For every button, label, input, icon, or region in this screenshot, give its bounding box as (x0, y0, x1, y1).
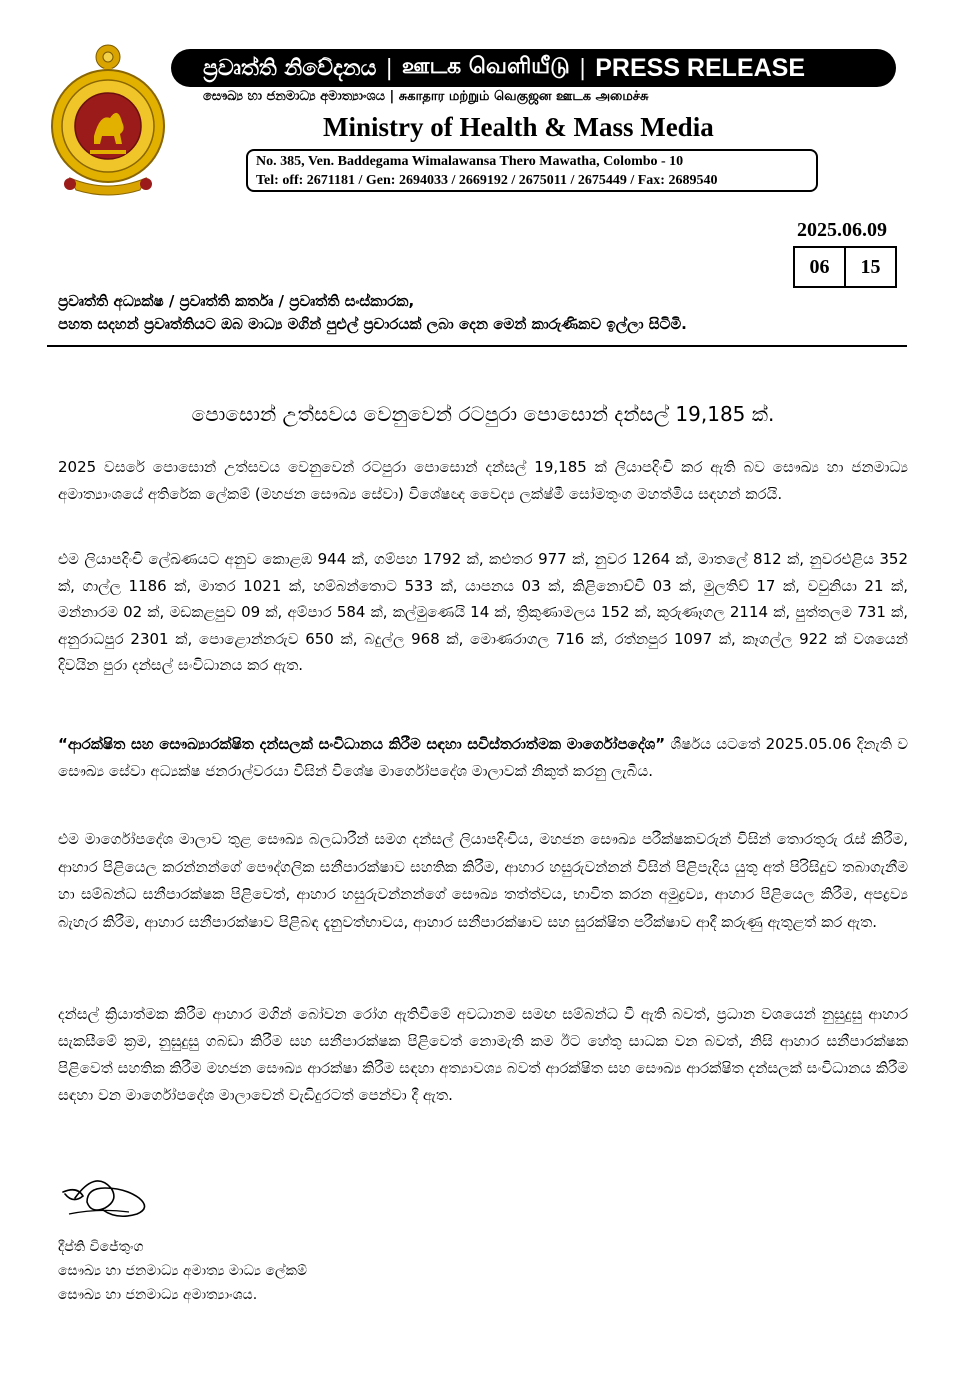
addressee-line-1: ප්‍රවෘත්ති අධ්‍යක්ෂ / ප්‍රවෘත්ති කර්තෘ / ප්‍රවෘත්ති සංස්කාරක, (58, 292, 415, 310)
banner-english: PRESS RELEASE (595, 53, 806, 82)
paragraph-3-text: ශීර්ෂය යටතේ 2025.05.06 දිනැති ව සෞඛ්‍ය සේවා අධ්‍යක්ෂ ජනරාල්වරයා විසින් විශේෂ මාර්ගෝපදේශ මාලාවක් නිකුත් කරනු ලැබීය. (58, 735, 908, 780)
banner-sinhala: ප්‍රවෘත්ති නිවේදනය (203, 55, 377, 81)
paragraph-3 (58, 731, 908, 784)
ministry-name: Ministry of Health & Mass Media (323, 112, 714, 142)
paragraph-5: දන්සල් ක්‍රියාත්මක කිරීම ආහාර මගින් බෝවන රෝග ඇතිවීමේ අවධානම සමඟ සම්බන්ධ වී ඇති බවත්, ප්‍රධාන වශයෙන් නුසුදුසු ආහාර සැකසීමේ ක්‍රම, නුසුදුසු ගබඩා කිරීම සහ සනීපාරක්ෂක පිළිවෙත් නොමැති කම ඊට හේතු සාධක වන බවත්, නිසි ආහාර සනීපාරක්ෂක පිළිවෙත් සහතික කිරීම මහජන සෞඛ්‍ය ආරක්ෂා කිරීම සඳහා අත්‍යාවශ්‍ය බවත් ආරක්ෂිත සහ සෞඛ්‍ය ආරක්ෂිත දන්සලක් සංවිධානය කිරීම සඳහා වන මාර්ගෝපදේශ මාලාවෙන් වැඩිදුරටත් පෙන්වා දී ඇත. (58, 1005, 908, 1104)
release-date: 2025.06.09 (797, 219, 887, 241)
paragraph-4: එම මාර්ගෝපදේශ මාලාව තුළ සෞඛ්‍ය බලධාරීන් සමග දන්සල් ලියාපදිංචිය, මහජන සෞඛ්‍ය පරීක්ෂකවරුන් විසින් තොරතුරු රැස් කිරීම, ආහාර පිළියෙල කරන්නන්ගේ පෞද්ගලික සනීපාරක්ෂාව සහතික කිරීම, ආහාර හසුරුවන්නන් විසින් පිළිපැදිය යුතු අත් පිරිසිදුව තබාගැනීම හා සම්බන්ධ සනීපාරක්ෂක පිළිවෙත්, ආහාර හසුරුවන්නන්ගේ සෞඛ්‍ය තත්ත්වය, භාවිත කරන අමුද්‍රව්‍ය, ආහාර පිළියෙල කිරීම, අපද්‍රව්‍ය බැහැර කිරීම, ආහාර සනීපාරක්ෂාව පිළිබඳ දැනුවත්භාවය, ආහාර සනීපාරක්ෂාව සහ සුරක්ෂිත පරීක්ෂාව ආදී කරුණු ඇතුළත් කර ඇත. (58, 830, 908, 931)
sri-lanka-emblem-icon (50, 38, 166, 196)
reference-number-box (793, 246, 897, 288)
signer-title: සෞඛ්‍ය හා ජනමාධ්‍ය අමාත්‍ය මාධ්‍ය ලේකම් (58, 1263, 308, 1279)
banner-tamil: ஊடக வெளியீடு (401, 54, 570, 79)
reference-right: 15 (860, 255, 881, 278)
divider (47, 345, 907, 347)
signature-icon (55, 1168, 165, 1223)
paragraph-2: එම ලියාපදිංචි ලේඛණයට අනුව කොළඹ 944 ක්, ගම්පහ 1792 ක්, කළුතර 977 ක්, නුවර 1264 ක්, මාතලේ 812 ක්, නුවරඑළිය 352 ක්, ගාල්ල 1186 ක්, මාතර 1021 ක්, හම්බන්තොට 533 ක්, යාපනය 03 ක්, කිළිනොච්චි 03 ක්, මුලතිව් 17 ක්, වවුනියා 21 ක්, මන්නාරම 02 ක්, මඩකළපුව 09 ක්, අම්පාර 584 ක්, කල්මුණෙයි 14 ක්, ත්‍රිකුණාමලය 152 ක්, කුරුණෑගල 2114 ක්, පුත්තලම 731 ක්, අනුරාධපුර 2301 ක්, පොළොන්නරුව 650 ක්, බදුල්ල 968 ක්, මොණරාගල 716 ක්, රත්නපුර 1097 ක්, කෑගල්ල 922 ක් වශයෙන් දිවයින පුරා දන්සල් සංවිධානය කර ඇත. (58, 550, 908, 674)
banner-separator: | (385, 55, 393, 81)
signer-org: සෞඛ්‍ය හා ජනමාධ්‍ය අමාත්‍යාංශය. (58, 1287, 258, 1303)
signoff-block (58, 1235, 307, 1307)
address-box (246, 149, 818, 192)
ministry-subline: සෞඛ්‍ය හා ජනමාධ්‍ය අමාත්‍යාංශය | சுகாதார மற்றும் வெகுஜன ஊடக அமைச்சு (203, 89, 649, 104)
paragraph-1: 2025 වසරේ පොසොන් උත්සවය වෙනුවෙන් රටපුරා පොසොන් දන්සල් 19,185 ක් ලියාපදිංචි කර ඇති බව සෞඛ්‍ය හා ජනමාධ්‍ය අමාත්‍යාංශයේ අතිරේක ලේකම් (මහජන සෞඛ්‍ය සේවා) විශේෂඥ වෛද්‍ය ලක්ෂ්මී සෝමතුංග මහත්මිය සඳහන් කරයි. (58, 458, 908, 503)
phone-line: Tel: off: 2671181 / Gen: 2694033 / 2669192 / 2675011 / 2675449 / Fax: 2689540 (256, 173, 718, 188)
addressee-line-2: පහත සදහන් ප්‍රවෘත්තියට ඔබ මාධ්‍ය මගින් පුළුල් ප්‍රචාරයක් ලබා දෙන මෙන් කාරුණිකව ඉල්ලා සිටිමි. (58, 315, 687, 333)
addressee-block (58, 290, 687, 336)
banner-separator: | (578, 55, 587, 81)
headline: පොසොන් උත්සවය වෙනුවෙන් රටපුරා පොසොන් දන්සල් 19,185 ක්. (191, 402, 775, 426)
guideline-title: “ආරක්ෂිත සහ සෞඛ්‍යාරක්ෂිත දන්සලක් සංවිධානය කිරීම සඳහා සවිස්තරාත්මක මාර්ගෝපදේශ” (58, 735, 666, 753)
reference-left: 06 (795, 248, 846, 286)
address-line: No. 385, Ven. Baddegama Wimalawansa Thero Mawatha, Colombo - 10 (256, 154, 684, 169)
signer-name: දීප්ති විජේතුංග (58, 1239, 144, 1255)
press-release-banner (171, 49, 896, 87)
